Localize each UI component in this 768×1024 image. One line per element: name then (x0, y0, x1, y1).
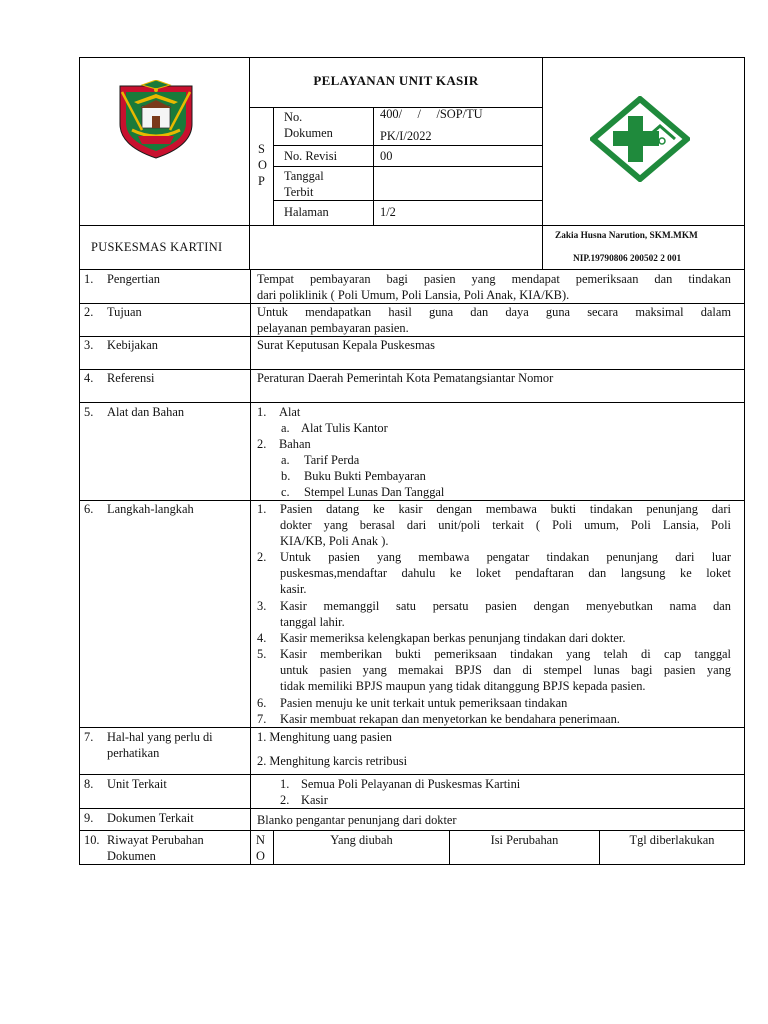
step2-line2: puskesmas,mendaftar dahulu ke loket pendaftaran dan langsung ke loket (280, 566, 731, 580)
field-value-revisi: 00 (380, 149, 393, 163)
step3-line2: tanggal lahir. (280, 615, 345, 629)
field-label-revisi: No. Revisi (284, 149, 338, 163)
puskesmas-logo (590, 96, 690, 182)
row-sep-4 (79, 402, 745, 403)
history-header-no-2: O (256, 849, 265, 863)
step6-num: 6. (257, 696, 267, 710)
row8-num: 8. (84, 777, 94, 791)
step6-line1: Pasien menuju ke unit terkait untuk pemeriksaan tindakan (280, 696, 568, 710)
row5-item1-sub1-text: Alat Tulis Kantor (301, 421, 388, 435)
row5-item2-sub1-text: Tarif Perda (304, 453, 360, 467)
document-title: PELAYANAN UNIT KASIR (313, 73, 479, 88)
row3-num: 3. (84, 338, 94, 352)
frame-left (79, 57, 80, 865)
row6-label: Langkah-langkah (107, 502, 194, 516)
step2-line1: Untuk pasien yang membawa pengatar tindakan penunjang dari luar (280, 550, 731, 564)
header-divider-2 (542, 57, 543, 269)
step2-num: 2. (257, 550, 267, 564)
step5-num: 5. (257, 647, 267, 661)
step4-line1: Kasir memeriksa kelengkapan berkas penunjang tindakan dari dokter. (280, 631, 626, 645)
row6-num: 6. (84, 502, 94, 516)
step4-num: 4. (257, 631, 267, 645)
row1-num: 1. (84, 272, 94, 286)
row7-item-2: 2. Menghitung karcis retribusi (257, 754, 408, 768)
row7-item-1: 1. Menghitung uang pasien (257, 730, 392, 744)
row4-text: Peraturan Daerah Pemerintah Kota Pematangsiantar Nomor (257, 371, 554, 385)
field-label-doc-2: Dokumen (284, 126, 333, 140)
row9-text: Blanko pengantar penunjang dari dokter (257, 813, 457, 827)
row1-label: Pengertian (107, 272, 160, 286)
step5-line1: Kasir memberikan bukti pemeriksaan tindakan yang telah di cap tanggal (280, 647, 731, 661)
row3-label: Kebijakan (107, 338, 158, 352)
row1-text-1: Tempat pembayaran bagi pasien yang mendapat pemeriksaan dan tindakan (257, 272, 731, 286)
row10-num: 10. (84, 833, 100, 847)
row7-label-1: Hal-hal yang perlu di (107, 730, 213, 744)
row5-item2-sub3-text: Stempel Lunas Dan Tanggal (304, 485, 445, 499)
step7-num: 7. (257, 712, 267, 726)
field-value-halaman: 1/2 (380, 205, 396, 219)
row10-label-2: Dokumen (107, 849, 156, 863)
field-value-doc-2: PK/I/2022 (380, 129, 432, 143)
field-label-tanggal-1: Tanggal (284, 169, 324, 183)
row8-item1-text: Semua Poli Pelayanan di Puskesmas Kartini (301, 777, 521, 791)
field-label-halaman: Halaman (284, 205, 329, 219)
row5-item2-sub1-num: a. (281, 453, 290, 467)
row-sep-9 (79, 830, 745, 831)
history-header-isi-perubahan: Isi Perubahan (490, 833, 559, 847)
row8-item1-num: 1. (280, 777, 290, 791)
sop-letter-s: S (258, 142, 265, 156)
row5-item2-sub2-num: b. (281, 469, 291, 483)
row2-text-2: pelayanan pembayaran pasien. (257, 321, 409, 335)
puskesmas-cross-icon (590, 96, 690, 182)
step2-line3: kasir. (280, 582, 307, 596)
field-label-tanggal-2: Terbit (284, 185, 314, 199)
step1-line3: KIA/KB, Poli Anak ). (280, 534, 389, 548)
field-label-doc-1: No. (284, 110, 303, 124)
field-line-2 (273, 166, 543, 167)
row5-item2-text: Bahan (279, 437, 311, 451)
pematangsiantar-crest-icon (112, 80, 200, 160)
row5-item2-num: 2. (257, 437, 267, 451)
row7-label-2: perhatikan (107, 746, 160, 760)
step1-num: 1. (257, 502, 267, 516)
row5-label: Alat dan Bahan (107, 405, 185, 419)
step1-line1: Pasien datang ke kasir dengan membawa bukti tindakan penunjang dari (280, 502, 731, 516)
row-sep-8 (79, 808, 745, 809)
row5-item1-text: Alat (279, 405, 301, 419)
field-line-3 (273, 200, 543, 201)
frame-top (79, 57, 745, 58)
row3-text: Surat Keputusan Kepala Puskesmas (257, 338, 435, 352)
signatory-name: Zakia Husna Narution, SKM.MKM (555, 231, 698, 241)
step5-line3: tidak memiliki BPJS maupun yang tidak ditanggung BPJS kepada pasien. (280, 679, 646, 693)
field-line-1 (273, 145, 543, 146)
row8-item2-num: 2. (280, 793, 290, 807)
step5-line2: untuk pasien yang memakai BPJS dan di stempel lunas bagi pasien yang (280, 663, 731, 677)
row9-label: Dokumen Terkait (107, 811, 194, 825)
row7-num: 7. (84, 730, 94, 744)
row10-label-1: Riwayat Perubahan (107, 833, 204, 847)
row1-text-2: dari poliklinik ( Poli Umum, Poli Lansia, Poli Anak, KIA/KB). (257, 288, 570, 302)
row4-num: 4. (84, 371, 94, 385)
history-header-yang-diubah: Yang diubah (330, 833, 393, 847)
step1-line2: dokter yang berasal dari unit/poli terkait ( Poli umum, Poli Lansia, Poli (280, 518, 731, 532)
field-value-doc-1: 400/ / /SOP/TU (380, 107, 483, 121)
row9-num: 9. (84, 811, 94, 825)
row-sep-7 (79, 774, 745, 775)
sop-letter-o: O (258, 158, 267, 172)
step3-num: 3. (257, 599, 267, 613)
body-col-line (250, 269, 251, 865)
row2-text-1: Untuk mendapatkan hasil guna dan daya guna secara maksimal dalam (257, 305, 731, 319)
row5-item2-sub3-num: c. (281, 485, 290, 499)
history-header-tgl: Tgl diberlakukan (629, 833, 715, 847)
frame-bottom (79, 864, 745, 865)
row8-label: Unit Terkait (107, 777, 167, 791)
row5-num: 5. (84, 405, 94, 419)
frame-right (744, 57, 745, 865)
row5-item1-sub1-num: a. (281, 421, 290, 435)
history-header-no-1: N (256, 833, 265, 847)
step3-line1: Kasir memanggil satu persatu pasien dengan menyebutkan nama dan (280, 599, 731, 613)
header-bottom-line (79, 269, 745, 270)
row4-label: Referensi (107, 371, 155, 385)
org-name: PUSKESMAS KARTINI (91, 240, 223, 254)
row5-item2-sub2-text: Buku Bukti Pembayaran (304, 469, 426, 483)
city-crest-logo (112, 80, 200, 160)
sop-letter-p: P (258, 174, 265, 188)
row2-num: 2. (84, 305, 94, 319)
header-mid-line (79, 225, 745, 226)
row2-label: Tujuan (107, 305, 142, 319)
step7-line1: Kasir membuat rekapan dan menyetorkan ke bendahara penerimaan. (280, 712, 620, 726)
row5-item1-num: 1. (257, 405, 267, 419)
signatory-nip: NIP.19790806 200502 2 001 (573, 254, 682, 264)
row8-item2-text: Kasir (301, 793, 328, 807)
